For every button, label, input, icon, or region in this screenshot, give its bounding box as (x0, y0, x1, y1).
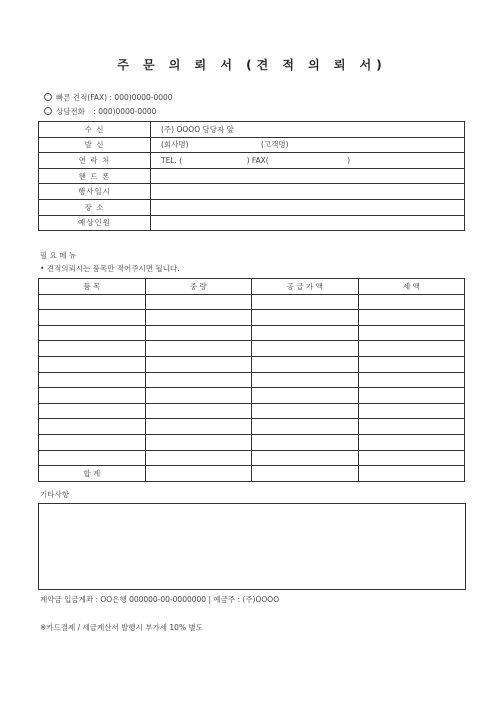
info-row-mobile (39, 168, 465, 184)
item-cell[interactable] (39, 294, 146, 310)
phone-line (44, 106, 156, 117)
item-row (39, 403, 465, 419)
item-cell[interactable] (252, 419, 359, 435)
notes-label: 기타사항 (40, 490, 69, 499)
item-cell[interactable] (358, 310, 465, 326)
company-name-field: (회사명) (161, 140, 189, 150)
item-cell[interactable] (145, 325, 252, 341)
fax-line (44, 92, 173, 103)
phone-label: 상담전화 (56, 107, 85, 116)
header-tax: 세 액 (358, 279, 465, 295)
item-cell[interactable] (252, 310, 359, 326)
item-cell[interactable] (145, 341, 252, 357)
item-cell[interactable] (39, 388, 146, 404)
item-cell[interactable] (39, 434, 146, 450)
total-cell[interactable] (358, 466, 465, 482)
item-cell[interactable] (358, 419, 465, 435)
item-cell[interactable] (358, 325, 465, 341)
item-cell[interactable] (39, 356, 146, 372)
event-date-value[interactable] (151, 184, 465, 200)
item-row (39, 325, 465, 341)
header-supply-price: 공 급 가 액 (252, 279, 359, 295)
item-cell[interactable] (145, 450, 252, 466)
item-cell[interactable] (39, 310, 146, 326)
item-cell[interactable] (39, 341, 146, 357)
sender-value[interactable] (151, 137, 465, 153)
item-cell[interactable] (358, 372, 465, 388)
item-cell[interactable] (252, 450, 359, 466)
items-header-row (39, 279, 465, 295)
item-cell[interactable] (358, 434, 465, 450)
total-label: 합 계 (39, 466, 146, 482)
fax-field-close: ) (347, 155, 351, 165)
mobile-value[interactable] (151, 168, 465, 184)
item-cell[interactable] (358, 450, 465, 466)
info-row-sender (39, 137, 465, 153)
info-row-event-date (39, 184, 465, 200)
item-cell[interactable] (252, 341, 359, 357)
item-cell[interactable] (145, 403, 252, 419)
item-row (39, 294, 465, 310)
item-cell[interactable] (145, 310, 252, 326)
recipient-label: 수 신 (39, 122, 151, 138)
venue-value[interactable] (151, 199, 465, 215)
footnote: ※카드결제 / 세금계산서 발행시 부가세 10% 별도 (40, 623, 203, 632)
item-cell[interactable] (252, 356, 359, 372)
item-cell[interactable] (252, 294, 359, 310)
recipient-value[interactable]: (주) OOOO 담당자 앞 (151, 122, 465, 138)
header-item: 품 목 (39, 279, 146, 295)
fax-value: : 000)0000-0000 (109, 93, 173, 102)
item-cell[interactable] (145, 356, 252, 372)
item-cell[interactable] (358, 341, 465, 357)
sender-label: 발 신 (39, 137, 151, 153)
customer-name-field: (고객명) (260, 140, 289, 150)
phone-value: : 000)0000-0000 (93, 107, 157, 116)
item-cell[interactable] (252, 372, 359, 388)
item-cell[interactable] (252, 388, 359, 404)
item-row (39, 372, 465, 388)
item-row (39, 310, 465, 326)
notes-box[interactable] (38, 503, 466, 590)
total-row (39, 466, 465, 482)
item-cell[interactable] (252, 403, 359, 419)
item-row (39, 388, 465, 404)
event-date-label: 행사일시 (39, 184, 151, 200)
item-cell[interactable] (39, 450, 146, 466)
circle-bullet-icon (44, 93, 52, 101)
item-row (39, 341, 465, 357)
item-cell[interactable] (252, 434, 359, 450)
mobile-label: 핸 드 폰 (39, 168, 151, 184)
page-title: 주 문 의 뢰 서 (견 적 의 뢰 서) (117, 58, 387, 72)
total-cell[interactable] (145, 466, 252, 482)
item-cell[interactable] (358, 356, 465, 372)
item-cell[interactable] (358, 294, 465, 310)
item-cell[interactable] (39, 325, 146, 341)
header-weight: 중 량 (145, 279, 252, 295)
item-cell[interactable] (252, 325, 359, 341)
item-cell[interactable] (145, 434, 252, 450)
item-row (39, 356, 465, 372)
menu-heading: 필 요 메 뉴 (40, 251, 77, 260)
fax-field: ) FAX( (246, 155, 269, 165)
info-row-headcount (39, 215, 465, 231)
total-cell[interactable] (252, 466, 359, 482)
item-cell[interactable] (39, 372, 146, 388)
info-row-recipient (39, 122, 465, 138)
contact-label: 연 락 처 (39, 153, 151, 169)
info-row-contact (39, 153, 465, 169)
item-cell[interactable] (145, 372, 252, 388)
item-cell[interactable] (358, 403, 465, 419)
info-row-venue (39, 199, 465, 215)
items-table (38, 278, 465, 482)
payment-info: 계약금 입금계좌 : OO은행 000000-00-0000000 | 예금주 : (주)OOOO (40, 595, 280, 604)
info-table (38, 121, 465, 231)
headcount-label: 예상인원 (39, 215, 151, 231)
item-cell[interactable] (145, 294, 252, 310)
headcount-value[interactable] (151, 215, 465, 231)
item-cell[interactable] (145, 419, 252, 435)
item-cell[interactable] (358, 388, 465, 404)
item-row (39, 434, 465, 450)
item-cell[interactable] (39, 403, 146, 419)
menu-note: • 견적의뢰시는 품목만 적어주시면 됩니다. (40, 264, 180, 273)
fax-label: 빠른 견적(FAX) (56, 93, 108, 102)
item-row (39, 419, 465, 435)
item-cell[interactable] (145, 388, 252, 404)
item-cell[interactable] (39, 419, 146, 435)
tel-field: TEL. ( (161, 155, 183, 165)
item-row (39, 450, 465, 466)
venue-label: 장 소 (39, 199, 151, 215)
contact-value[interactable] (151, 153, 465, 169)
circle-bullet-icon (44, 107, 52, 115)
